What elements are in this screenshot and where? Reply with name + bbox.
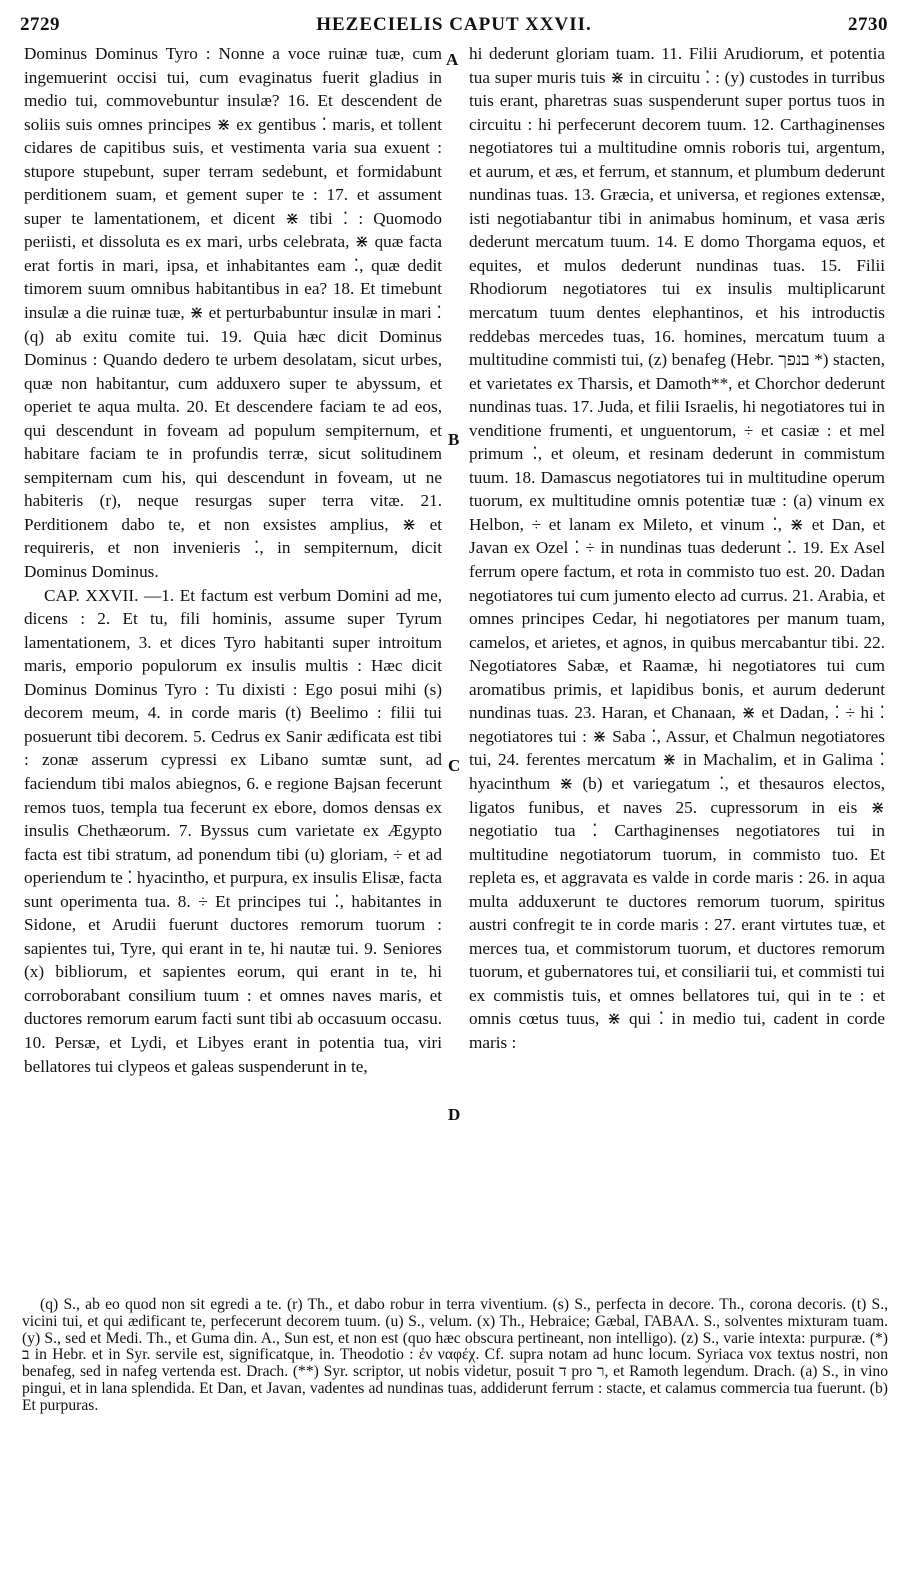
margin-letter-b: B <box>448 430 460 449</box>
page-number-left: 2729 <box>20 14 60 35</box>
running-title: HEZECIELIS CAPUT XXVII. <box>316 14 592 35</box>
footnote-text: (q) S., ab eo quod non sit egredi a te. (r) Th., et dabo robur in terra viventium. (s) S., perfecta in decore. Th., corona decoris. (t) S., vicini tui, et qui ædificant te, perfecerunt decorem tuum. (u) S., velum. (x) Th., Hebraice; Gæbal, ΓΑΒΑΛ. S., solventes mixturam tuam. (y) S., sed et Medi. Th., et Guma din. A., Sun est, et non est (quo hæc obscura pertineant, non intelligo). (z) S., varie intexta: purpuræ. (*) ב in Hebr. et in Syr. servile est, significatque, in. Theodotio : ἐν ναφέχ. Cf. supra notam ad hunc locum. Syriaca vox textus nostri, non benafeg, sed in nafeg vertenda est. Drach. (**) Syr. scriptor, ut nobis videtur, posuit ד pro ר, et Ramoth legendum. Drach. (a) S., in vino pingui, et in lana splendida. Et Dan, et Javan, vadentes ad nundinas tuas, addiderunt ferrum : stacte, et calamus commercia tua fuerunt. (b) Et purpuras. <box>22 1296 888 1414</box>
page-header <box>18 14 890 40</box>
left-column <box>24 42 442 1078</box>
footnotes <box>22 1297 888 1415</box>
margin-letter-a: A <box>446 50 459 69</box>
right-column <box>469 42 885 1055</box>
margin-letter-d: D <box>448 1105 461 1124</box>
left-column-paragraph: Dominus Dominus Tyro : Nonne a voce ruinæ tuæ, cum ingemuerint occisi tui, cum evaginatus fuerit gladius in medio tui, commovebuntur insulæ? 16. Et descendent de soliis suis omnes principes ⋇ ex gentibus ⁚ maris, et tollent cidares de capitibus suis, et vestimenta varia sua exuent : stupore stupebunt, super terram sedebunt, et formidabunt perditionem suam, et gement super te : 17. et assument super te lamentationem, et dicent ⋇ tibi ⁚ : Quomodo periisti, et dissoluta es ex mari, urbs celebrata, ⋇ quæ facta erat fortis in mari, ipsa, et inhabitantes eam ⁚, quæ dedit timorem suum omnibus habitantibus in ea? 18. Et timebunt insulæ a die ruinæ tuæ, ⋇ et perturbabuntur insulæ in mari ⁚ (q) ab exitu comite tui. 19. Quia hæc dicit Dominus Dominus : Quando dedero te urbem desolatam, sicut urbes, quæ non habitantur, cum adduxero super te abyssum, et operiet te aqua multa. 20. Et descendere faciam te ad eos, qui descendunt in foveam ad populum sempiternum, et habitare faciam te in profundis terræ, sicut solitudinem sempiternam cum his, qui descendunt in foveam, ut ne habiteris (r), neque resurgas super terra vitæ. 21. Perditionem dabo te, et non exsistes amplius, ⋇ et requireris, et non invenieris ⁚, in sempiternum, dicit Dominus Dominus. <box>24 44 442 582</box>
chapter-xxvii-paragraph: CAP. XXVII. —1. Et factum est verbum Domini ad me, dicens : 2. Et tu, fili hominis, assume super Tyrum lamentationem, 3. et dices Tyro habitanti super introitum maris, emporio populorum ex insulis multis : Hæc dicit Dominus Dominus Tyro : Tu dixisti : Ego posui mihi (s) decorem meum, 4. in corde maris (t) Beelimo : filii tui posuerunt tibi decorem. 5. Cedrus ex Sanir ædificata est tibi : zonæ asserum cypressi ex Libano sumtæ sunt, ad faciendum tibi malos abiegnos, 6. e regione Bajsan fecerunt remos tuos, templa tua fecerunt ex ebore, domos densas ex insulis Chethæorum. 7. Byssus cum varietate ex Ægypto facta est tibi stratum, ad ponendum tibi (u) gloriam, ÷ et ad operiendum te ⁚ hyacintho, et purpura, ex insulis Elisæ, facta sunt operimenta tua. 8. ÷ Et principes tui ⁚, habitantes in Sidone, et Arudii fuerunt ductores remorum tuorum : sapientes tui, Tyre, qui erant in te, hi nautæ tui. 9. Seniores (x) bibliorum, et sapientes eorum, qui erant in te, hi corroborabant consilium tuum : et omnes naves maris, et ductores remorum earum facti sunt tibi ab occasuum occasu. 10. Persæ, et Lydi, et Libyes erant in potentia tua, viri bellatores tui clypeos et galeas suspenderunt in te, <box>24 585 442 1076</box>
right-column-paragraph: hi dederunt gloriam tuam. 11. Filii Arudiorum, et potentia tua super muris tuis ⋇ in circuitu ⁚ : (y) custodes in turribus tuis erant, pharetras suas suspenderunt super portus tuos in circuitu : hi perfecerunt decorem tuum. 12. Carthaginenses negotiatores tui a multitudine omnis roboris tui, argentum, et aurum, et æs, et ferrum, et stannum, et plumbum dederunt nundinas tuas. 13. Græcia, et universa, et regiones extensæ, isti negotiabantur tibi in animabus hominum, et vasa æris dederunt mercatum tuum. 14. E domo Thorgama equos, et equites, et mulos dederunt nundinas tuas. 15. Filii Rhodiorum negotiatores tui ex insulis multiplicarunt mercatum tuum dentes elephantinos, et his introductis reddebas mercedes tuas, 16. homines, mercatum tuum a multitudine commisti tui, (z) benafeg (Hebr. בנפך *) stacten, et varietates ex Tharsis, et Damoth**, et Chorchor dederunt nundinas tuas. 17. Juda, et filii Israelis, hi negotiatores tui in venditione frumenti, et unguentorum, ÷ et casiæ : et mel primum ⁚, et oleum, et resinam dederunt in commistum tuum. 18. Damascus negotiatores tui in multitudine operum tuorum, ex multitudine omnis potentiæ tuæ : (a) vinum ex Helbon, ÷ et lanam ex Mileto, et vinum ⁚, ⋇ et Dan, et Javan ex Ozel ⁚ ÷ in nundinas tuas dederunt ⁚. 19. Ex Asel ferrum opere factum, et rota in commisto tuo est. 20. Dadan negotiatores tui cum jumento electo ad currus. 21. Arabia, et omnes principes Cedar, hi negotiatores per manum tuam, camelos, et arietes, et agnos, in quibus mercabantur tibi. 22. Negotiatores Sabæ, et Raamæ, hi negotiatores tui cum aromatibus primis, et lapidibus bonis, et aurum dederunt nundinas tuas. 23. Haran, et Chanaan, ⋇ et Dadan, ⁚ ÷ hi ⁚ negotiatores tui : ⋇ Saba ⁚, Assur, et Chalmun negotiatores tui, 24. ferentes mercatum ⋇ in Machalim, et in Galima ⁚ hyacinthum ⋇ (b) et variegatum ⁚, et thesauros electos, ligatos funibus, et naves 25. cupressorum in eis ⋇ negotiatio tua ⁚ Carthaginenses negotiatores tui in multitudine negotiatorum tuorum, in commisto tuo. Et repleta es, et aggravata es valde in corde maris : 26. in aqua multa adduxerunt te ductores remorum tuorum, spiritus austri confregit te in corde maris : 27. erant virtutes tuæ, et merces tua, et commistorum tuorum, et ductores remorum tuorum, et gubernatores tui, et consiliarii tui, et commisti tui ex commistis tuis, et omnes bellatores tui, qui in te : et omnis cœtus tuus, ⋇ qui ⁚ in medio tui, cadent in corde maris : <box>469 44 885 1052</box>
margin-letter-c: C <box>448 756 461 775</box>
page-number-right: 2730 <box>848 14 888 35</box>
